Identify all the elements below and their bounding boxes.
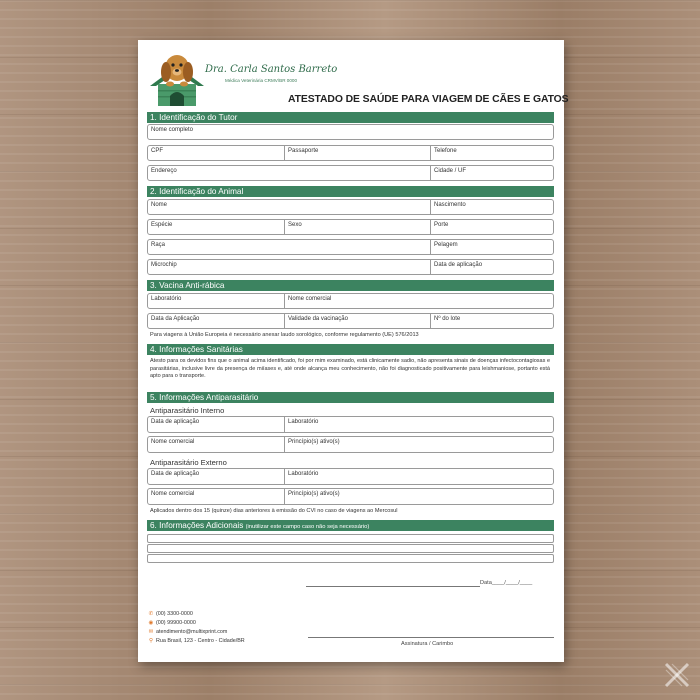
- place-line[interactable]: [306, 586, 480, 587]
- field-row: [147, 145, 554, 161]
- doctor-registration: Médica Veterinária CRMV/BR 0000: [225, 78, 298, 83]
- address-field[interactable]: Endereço: [151, 168, 177, 174]
- mercosul-note: Aplicados dentro dos 15 (quinze) dias anteriores à emissão do CVI no caso de viagens ao Mercosul: [150, 508, 398, 514]
- health-certificate-form: [138, 40, 569, 662]
- field-row: [147, 124, 554, 140]
- vaccine-lot-field[interactable]: Nº do lote: [430, 314, 555, 328]
- internal-active-ingredient-field[interactable]: Princípio(s) ativo(s): [284, 437, 555, 452]
- birth-date-field[interactable]: Nascimento: [430, 200, 555, 214]
- additional-note: (inutilizar este campo caso não seja necessário): [245, 524, 370, 530]
- email-icon: ✉: [148, 629, 154, 635]
- section-header-animal: 2. Identificação do Animal: [147, 186, 554, 197]
- external-lab-field[interactable]: Laboratório: [284, 469, 555, 484]
- contact-phone-text: (00) 3300-0000: [156, 611, 193, 617]
- size-field[interactable]: Porte: [430, 220, 555, 234]
- contact-email-text: atendimento@multixprint.com: [156, 629, 228, 635]
- microchip-field[interactable]: Microchip: [151, 262, 177, 268]
- internal-antiparasitic-label: Antiparasitário Interno: [150, 406, 225, 415]
- signature-line[interactable]: [308, 637, 554, 638]
- external-antiparasitic-label: Antiparasitário Externo: [150, 458, 227, 467]
- field-row: [147, 436, 554, 453]
- signature-label: Assinatura / Carimbo: [401, 641, 454, 647]
- sanitary-statement: Atesto para os devidos fins que o animal acima identificado, foi por mim examinado, está clinicamente sadio, não apresenta sinais de doenças infectocontagiosas e parasitárias, inclusive livre da presença de miíases e, até onde alcança meu conhecimento, não foi diagnosticado positivamente para leishmaniose, portanto está apto para o transporte.: [150, 358, 550, 380]
- section-header-antiparasitic: 5. Informações Antiparasitário: [147, 392, 554, 403]
- internal-lab-field[interactable]: Laboratório: [284, 417, 555, 432]
- field-row: [147, 416, 554, 433]
- dog-house-logo-icon: [146, 46, 208, 108]
- eu-serology-note: Para viagens à União Europeia é necessário anexar laudo sorológico, conforme regulamento (UE) 576/2013: [150, 332, 419, 338]
- phone-icon: ✆: [148, 611, 154, 617]
- contact-phone: [148, 611, 193, 617]
- location-pin-icon: ⚲: [148, 638, 154, 644]
- additional-title: 6. Informações Adicionais: [150, 521, 244, 530]
- animal-name-field[interactable]: Nome: [151, 202, 168, 208]
- doctor-name: Dra. Carla Santos Barreto: [205, 64, 338, 75]
- date-field[interactable]: Data____/____/____: [480, 580, 533, 586]
- vaccine-validity-field[interactable]: Validade da vacinação: [284, 314, 430, 328]
- field-row: [147, 488, 554, 505]
- contact-email: [148, 629, 227, 635]
- internal-date-field[interactable]: Data de aplicação: [151, 419, 200, 425]
- field-row: [147, 468, 554, 485]
- section-header-tutor: 1. Identificação do Tutor: [147, 112, 554, 123]
- breed-field[interactable]: Raça: [151, 242, 166, 248]
- field-row: [147, 199, 554, 215]
- sex-field[interactable]: Sexo: [284, 220, 430, 234]
- phone-field[interactable]: Telefone: [430, 146, 555, 160]
- full-name-field[interactable]: Nome completo: [151, 127, 194, 133]
- contact-whatsapp-text: (00) 99900-0000: [156, 620, 196, 626]
- external-date-field[interactable]: Data de aplicação: [151, 471, 200, 477]
- microchip-date-field[interactable]: Data de aplicação: [430, 260, 555, 274]
- external-active-ingredient-field[interactable]: Princípio(s) ativo(s): [284, 489, 555, 504]
- field-row: [147, 219, 554, 235]
- contact-whatsapp: [148, 620, 196, 626]
- city-state-field[interactable]: Cidade / UF: [430, 166, 555, 180]
- contact-address-text: Rua Brasil, 123 - Centro - Cidade/BR: [156, 638, 245, 644]
- additional-info-line[interactable]: [147, 554, 554, 563]
- field-row: [147, 313, 554, 329]
- brand-watermark-icon: [662, 660, 692, 690]
- field-row: [147, 259, 554, 275]
- passport-field[interactable]: Passaporte: [284, 146, 430, 160]
- vaccine-lab-field[interactable]: Laboratório: [151, 296, 182, 302]
- coat-field[interactable]: Pelagem: [430, 240, 555, 254]
- section-header-additional: [147, 520, 554, 531]
- section-header-rabies-vaccine: 3. Vacina Anti-rábica: [147, 280, 554, 291]
- vaccine-date-field[interactable]: Data da Aplicação: [151, 316, 200, 322]
- page-title: ATESTADO DE SAÚDE PARA VIAGEM DE CÃES E GATOS: [288, 94, 569, 105]
- field-row: [147, 293, 554, 309]
- internal-commercial-name-field[interactable]: Nome comercial: [151, 439, 195, 445]
- additional-info-line[interactable]: [147, 544, 554, 553]
- cpf-field[interactable]: CPF: [151, 148, 163, 154]
- vaccine-commercial-name-field[interactable]: Nome comercial: [284, 294, 555, 308]
- section-header-sanitary: 4. Informações Sanitárias: [147, 344, 554, 355]
- external-commercial-name-field[interactable]: Nome comercial: [151, 491, 195, 497]
- contact-address: [148, 638, 245, 644]
- species-field[interactable]: Espécie: [151, 222, 173, 228]
- field-row: [147, 165, 554, 181]
- field-row: [147, 239, 554, 255]
- whatsapp-icon: ◉: [148, 620, 154, 626]
- additional-info-line[interactable]: [147, 534, 554, 543]
